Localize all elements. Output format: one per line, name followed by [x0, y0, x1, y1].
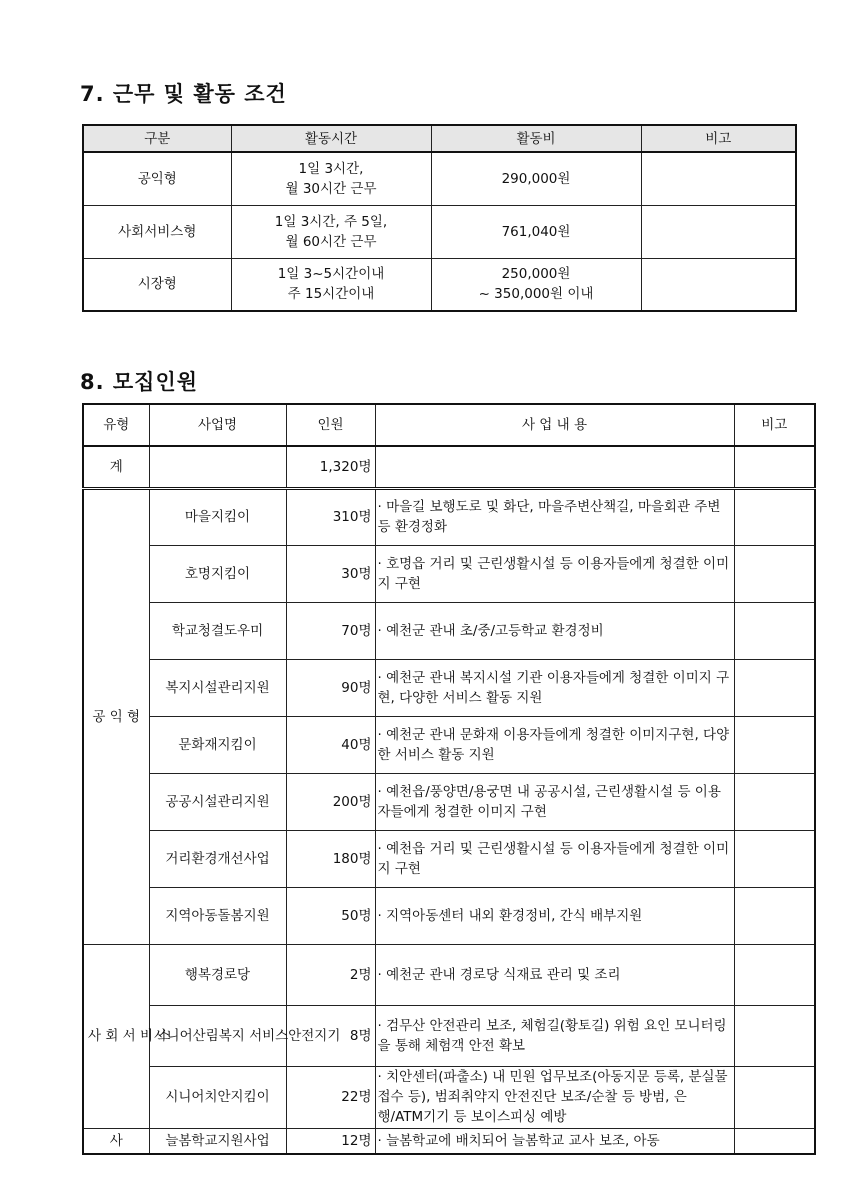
row-type: 시장형	[83, 258, 231, 311]
group-public-interest: 공 익 형	[83, 488, 149, 944]
row-pay: 761,040원	[431, 205, 641, 258]
program-name: 시니어치안지킴이	[149, 1066, 286, 1128]
table-row	[83, 716, 815, 773]
program-content: · 예천군 관내 문화재 이용자들에게 청결한 이미지구현, 다양한 서비스 활동 지원	[375, 716, 734, 773]
program-content: · 예천군 관내 경로당 식재료 관리 및 조리	[375, 944, 734, 1005]
table-header-row	[83, 125, 796, 152]
table-row	[83, 830, 815, 887]
total-label: 계	[83, 446, 149, 488]
program-count: 70명	[286, 602, 375, 659]
row-hours: 1일 3시간, 주 5일, 월 60시간 근무	[231, 205, 431, 258]
table-row	[83, 602, 815, 659]
program-count: 22명	[286, 1066, 375, 1128]
program-count: 50명	[286, 887, 375, 944]
section-7-title: 7. 근무 및 활동 조건	[80, 82, 287, 106]
program-content: · 호명읍 거리 및 근린생활시설 등 이용자들에게 청결한 이미지 구현	[375, 545, 734, 602]
program-name: 학교청결도우미	[149, 602, 286, 659]
program-name: 지역아동돌봄지원	[149, 887, 286, 944]
header-pay: 활동비	[431, 125, 641, 152]
table-row	[83, 545, 815, 602]
header-note: 비고	[734, 404, 815, 446]
program-count: 40명	[286, 716, 375, 773]
program-count: 310명	[286, 488, 375, 545]
program-count: 180명	[286, 830, 375, 887]
header-hours: 활동시간	[231, 125, 431, 152]
table-row	[83, 1128, 815, 1154]
header-note: 비고	[641, 125, 796, 152]
program-count: 2명	[286, 944, 375, 1005]
program-count: 90명	[286, 659, 375, 716]
header-category: 구분	[83, 125, 231, 152]
table-header-row	[83, 404, 815, 446]
work-conditions-table	[82, 124, 797, 312]
section-8-title: 8. 모집인원	[80, 370, 199, 394]
program-content: · 마을길 보행도로 및 화단, 마을주변산책길, 마을회관 주변 등 환경정화	[375, 488, 734, 545]
program-content: · 예천군 관내 복지시설 기관 이용자들에게 청결한 이미지 구현, 다양한 서비스 활동 지원	[375, 659, 734, 716]
program-content: · 늘봄학교에 배치되어 늘봄학교 교사 보조, 아동	[375, 1128, 734, 1154]
total-row	[83, 446, 815, 488]
table-row	[83, 152, 796, 205]
program-content: · 지역아동센터 내외 환경정비, 간식 배부지원	[375, 887, 734, 944]
program-name: 문화재지킴이	[149, 716, 286, 773]
row-note	[641, 152, 796, 205]
row-pay: 250,000원 ~ 350,000원 이내	[431, 258, 641, 311]
header-type: 유형	[83, 404, 149, 446]
program-content: · 검무산 안전관리 보조, 체험길(황토길) 위험 요인 모니터링을 통해 체험객 안전 확보	[375, 1005, 734, 1066]
table-row	[83, 488, 815, 545]
program-name: 공공시설관리지원	[149, 773, 286, 830]
program-content: · 예천읍 거리 및 근린생활시설 등 이용자들에게 청결한 이미지 구현	[375, 830, 734, 887]
group-partial: 사	[83, 1128, 149, 1154]
table-row	[83, 258, 796, 311]
program-content: · 예천군 관내 초/중/고등학교 환경정비	[375, 602, 734, 659]
group-social-service: 사 회 서 비 스	[83, 944, 149, 1128]
program-count: 8명	[286, 1005, 375, 1066]
table-row	[83, 773, 815, 830]
header-content: 사 업 내 용	[375, 404, 734, 446]
header-count: 인원	[286, 404, 375, 446]
header-program: 사업명	[149, 404, 286, 446]
program-content: · 치안센터(파출소) 내 민원 업무보조(아동지문 등록, 분실물 접수 등), 범죄취약지 안전진단 보조/순찰 등 방범, 은행/ATM기기 등 보이스피싱 예방	[375, 1066, 734, 1128]
program-name: 시니어산림복지 서비스안전지기	[149, 1005, 286, 1066]
table-row	[83, 1066, 815, 1128]
program-content: · 예천읍/풍양면/용궁면 내 공공시설, 근린생활시설 등 이용자들에게 청결한 이미지 구현	[375, 773, 734, 830]
recruitment-table	[82, 403, 816, 1155]
row-type: 사회서비스형	[83, 205, 231, 258]
row-hours: 1일 3시간, 월 30시간 근무	[231, 152, 431, 205]
table-row	[83, 659, 815, 716]
row-pay: 290,000원	[431, 152, 641, 205]
table-row	[83, 944, 815, 1005]
row-hours: 1일 3~5시간이내 주 15시간이내	[231, 258, 431, 311]
row-type: 공익형	[83, 152, 231, 205]
total-count: 1,320명	[286, 446, 375, 488]
program-name: 거리환경개선사업	[149, 830, 286, 887]
table-row	[83, 205, 796, 258]
program-name: 호명지킴이	[149, 545, 286, 602]
row-note	[641, 258, 796, 311]
program-name: 행복경로당	[149, 944, 286, 1005]
program-name: 늘봄학교지원사업	[149, 1128, 286, 1154]
row-note	[641, 205, 796, 258]
program-count: 200명	[286, 773, 375, 830]
program-name: 복지시설관리지원	[149, 659, 286, 716]
program-name: 마을지킴이	[149, 488, 286, 545]
table-row	[83, 887, 815, 944]
table-row	[83, 1005, 815, 1066]
program-count: 30명	[286, 545, 375, 602]
program-count: 12명	[286, 1128, 375, 1154]
